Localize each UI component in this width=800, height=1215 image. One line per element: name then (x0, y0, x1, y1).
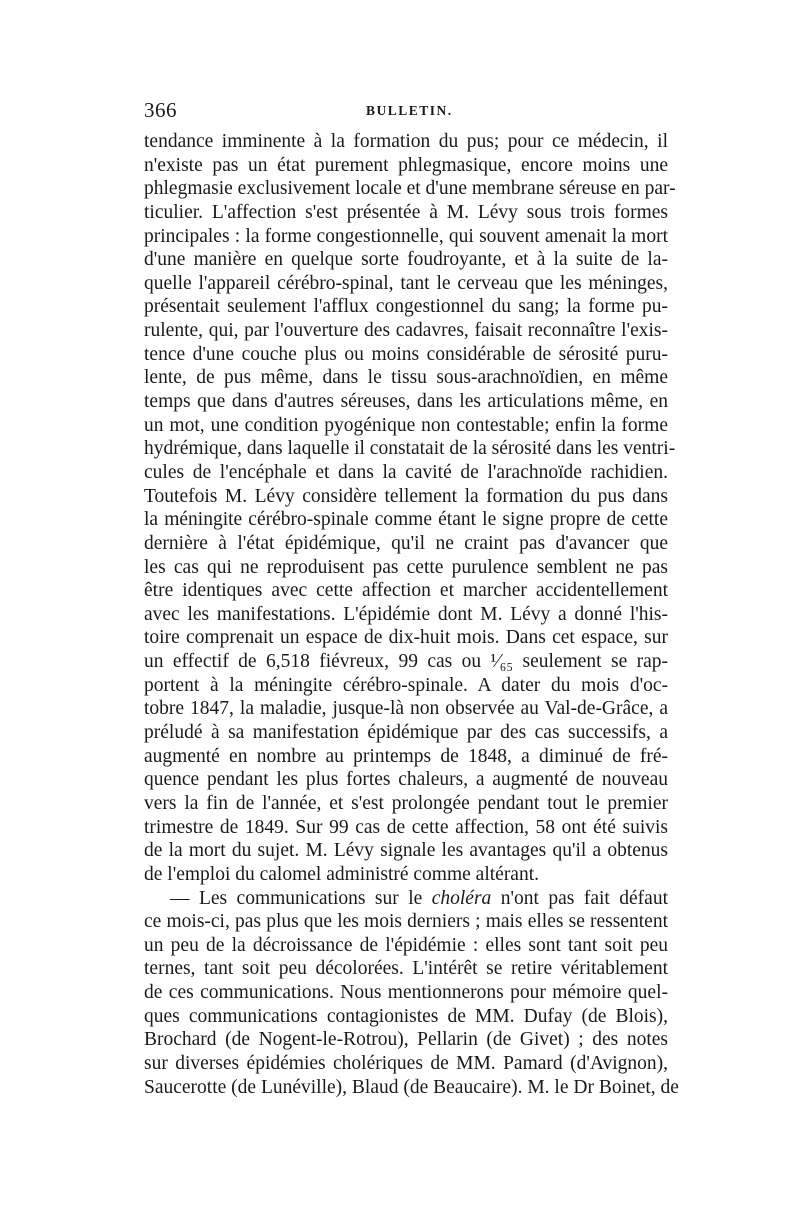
text-line: un mot, une condition pyogénique non contestable; enfin la forme (144, 414, 668, 436)
text-line: tendance imminente à la formation du pus; pour ce médecin, il (144, 131, 668, 152)
text-line: temps que dans d'autres séreuses, dans les articulations même, en (144, 391, 668, 413)
text-line: un effectif de 6,518 fiévreux, 99 cas ou ¹⁄₆₅ seulement se rap- (144, 651, 668, 673)
text-line: ce mois-ci, pas plus que les mois derniers ; mais elles se ressentent (144, 911, 668, 933)
text-run: — Les communications sur le (170, 887, 432, 909)
text-run: n'ont pas fait défaut (491, 887, 668, 909)
text-line: portent à la méningite cérébro-spinale. A dater du mois d'oc- (144, 674, 668, 696)
text-line: un peu de la décroissance de l'épidémie : elles sont tant soit peu (144, 934, 668, 956)
text-line: avec les manifestations. L'épidémie dont M. Lévy a donné l'his- (144, 603, 668, 625)
text-line: d'une manière en quelque sorte foudroyante, et à la suite de la- (144, 249, 668, 271)
paragraph-1 (144, 130, 676, 887)
text-line: augmenté en nombre au printemps de 1848, a diminué de fré- (144, 745, 668, 767)
paragraph-2 (144, 887, 679, 1100)
text-line: tobre 1847, la maladie, jusque-là non observée au Val-de-Grâce, a (144, 698, 668, 720)
text-line: les cas qui ne reproduisent pas cette purulence semblent ne pas (144, 556, 668, 578)
text-line: Toutefois M. Lévy considère tellement la formation du pus dans (144, 485, 668, 507)
text-line: présentait seulement l'afflux congestionnel du sang; la forme pu- (144, 296, 668, 318)
text-line: phlegmasie exclusivement locale et d'une membrane séreuse en par- (144, 178, 676, 200)
text-line: n'existe pas un état purement phlegmasique, encore moins une (144, 154, 668, 176)
text-line: principales : la forme congestionnelle, qui souvent amenait la mort (144, 225, 668, 247)
text-line: toire comprenait un espace de dix-huit mois. Dans cet espace, sur (144, 627, 668, 649)
text-line: tence d'une couche plus ou moins considérable de sérosité puru- (144, 343, 668, 365)
text-line: ticulier. L'affection s'est présentée à M. Lévy sous trois formes (144, 201, 668, 223)
text-line: trimestre de 1849. Sur 99 cas de cette affection, 58 ont été suivis (144, 816, 668, 838)
page-number: 366 (144, 98, 177, 122)
italic-term: choléra (431, 887, 492, 909)
text-line: lente, de pus même, dans le tissu sous-arachnoïdien, en même (144, 367, 668, 389)
text-line: la méningite cérébro-spinale comme étant le signe propre de cette (144, 509, 668, 531)
text-line: Saucerotte (de Lunéville), Blaud (de Beaucaire). M. le Dr Boinet, de (144, 1076, 679, 1098)
text-line: rulente, qui, par l'ouverture des cadavres, faisait reconnaître l'exis- (144, 320, 668, 342)
text-line: de l'emploi du calomel administré comme altérant. (144, 863, 540, 885)
text-line: hydrémique, dans laquelle il constatait de la sérosité dans les ventri- (144, 438, 676, 460)
text-line: ques communications contagionistes de MM. Dufay (de Blois), (144, 1005, 668, 1027)
paragraph-2-first-line (144, 887, 668, 911)
text-line: vers la fin de l'année, et s'est prolongée pendant tout le premier (144, 792, 668, 814)
text-line: de la mort du sujet. M. Lévy signale les avantages qu'il a obtenus (144, 840, 668, 862)
text-line: de ces communications. Nous mentionnerons pour mémoire quel- (144, 982, 668, 1004)
body-text (144, 130, 679, 1099)
text-line: être identiques avec cette affection et marcher accidentellement (144, 580, 668, 602)
running-title: BULLETIN. (366, 103, 453, 118)
text-line: dernière à l'état épidémique, qu'il ne craint pas d'avancer que (144, 532, 668, 554)
text-line: préludé à sa manifestation épidémique par des cas successifs, a (144, 722, 668, 744)
text-line: Brochard (de Nogent-le-Rotrou), Pellarin (de Givet) ; des notes (144, 1029, 668, 1051)
running-head (144, 98, 668, 128)
text-line: cules de l'encéphale et dans la cavité de l'arachnoïde rachidien. (144, 461, 668, 483)
text-line: quence pendant les plus fortes chaleurs, a augmenté de nouveau (144, 769, 668, 791)
text-line: ternes, tant soit peu décolorées. L'intérêt se retire véritablement (144, 958, 668, 980)
text-line: quelle l'appareil cérébro-spinal, tant le cerveau que les méninges, (144, 272, 668, 294)
text-line: sur diverses épidémies cholériques de MM. Pamard (d'Avignon), (144, 1052, 668, 1074)
